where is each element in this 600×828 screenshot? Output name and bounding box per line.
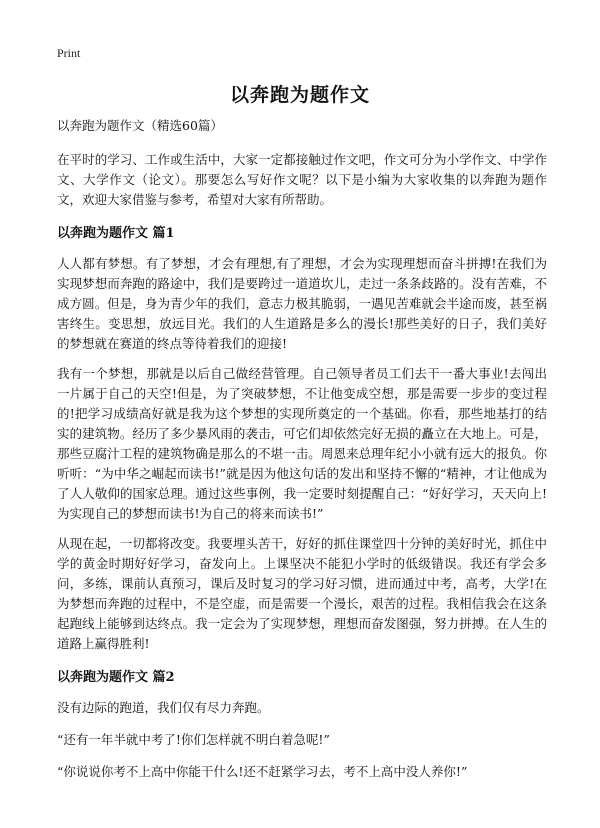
page-title: 以奔跑为题作文: [229, 84, 370, 106]
section-heading-1: 以奔跑为题作文 篇1: [57, 226, 175, 241]
section2-paragraph: 没有边际的跑道，我们仅有尽力奔跑。: [57, 700, 270, 715]
article-subtitle: 以奔跑为题作文（精选60篇）: [57, 118, 223, 133]
section2-paragraph: “还有一年半就中考了!你们怎样就不明白着急呢!”: [57, 732, 330, 747]
section1-paragraph: 我有一个梦想，那就是以后自己做经营管理。自己领导者员工们去干一番大事业!去闯出一片属于自己的天空!但是，为了突破梦想，不让他变成空想，那是需要一步步的变过程的!把学习成绩高好就是我为这个梦想的实现所奠定的一个基础。你看，那些地基打的结实的建筑物。经历了多少暴风雨的袭击，可它们却依然完好无损的矗立在大地上。可是，那些豆腐汁工程的建筑物确是那么的不堪一击。周恩来总理年纪小小就有远大的报负。你听听：“为中华之崛起而读书!”就是因为他这句话的发出和坚持不懈的“精神，才让他成为了人人敬仰的国家总理。通过这些事例，我一定要时刻提醒自己：“好好学习，天天向上!为实现自己的梦想而读书!为自己的将来而读书!”: [57, 366, 547, 521]
section-heading-2: 以奔跑为题作文 篇2: [57, 670, 175, 685]
section1-paragraph: 从现在起，一切都将改变。我要埋头苦干，好好的抓住课堂四十分钟的美好时光，抓住中学的黄金时期好好学习，奋发向上。上课坚决不能犯小学时的低级错误。我还有学会多问，多练，课前认真预习，课后及时复习的学习好习惯，进而通过中考，高考，大学!在为梦想而奔跑的过程中，不是空虚，而是需要一个漫长，艰苦的过程。我相信我会在这条起跑线上能够到达终点。我一定会为了实现梦想，理想而奋发图强，努力拼搏。在人生的道路上赢得胜利!: [57, 536, 547, 651]
section1-paragraph: 人人都有梦想。有了梦想，才会有理想,有了理想，才会为实现理想而奋斗拼搏!在我们为实现梦想而奔跑的路途中，我们是要跨过一道道坎儿，走过一条条歧路的。没有苦难，不成方圆。但是，身为青少年的我们，意志力极其脆弱，一遇见苦难就会半途而废，甚至祸害终生。变思想，放远目光。我们的人生道路是多么的漫长!那些美好的日子，我们美好的梦想就在赛道的终点等待着我们的迎接!: [57, 256, 547, 351]
article-body: [57, 116, 547, 794]
section2-paragraph: “你说说你考不上高中你能干什么!还不赶紧学习去，考不上高中没人养你!”: [57, 764, 468, 779]
intro-paragraph: 在平时的学习、工作或生活中，大家一定都接触过作文吧，作文可分为小学作文、中学作文、大学作文（论文）。那要怎么写好作文呢？以下是小编为大家收集的以奔跑为题作文，欢迎大家借鉴与参考，希望对大家有所帮助。: [57, 152, 547, 207]
print-link[interactable]: Print: [57, 46, 81, 60]
